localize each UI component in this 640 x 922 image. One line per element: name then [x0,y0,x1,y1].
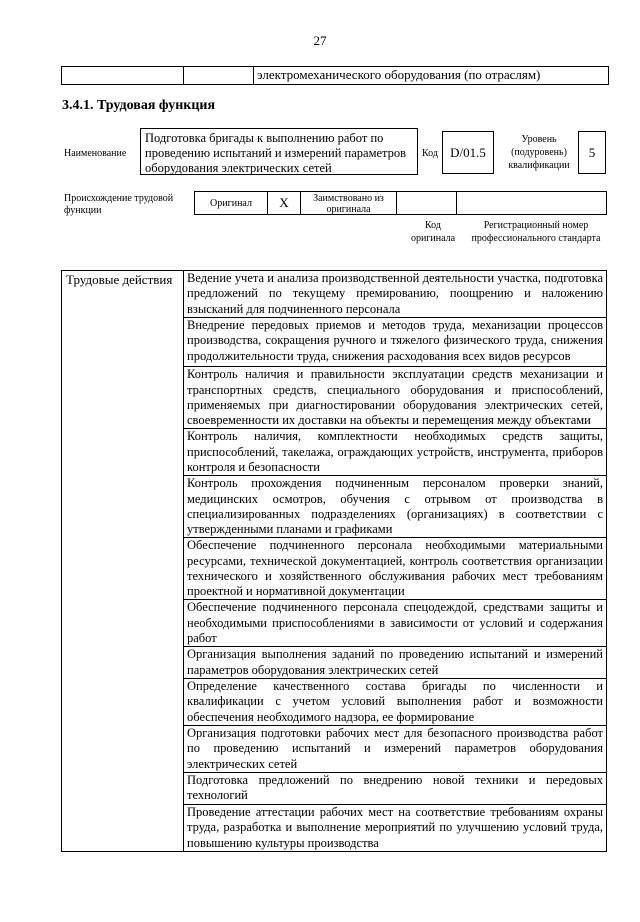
origin-label: Происхождение трудовой функции [64,193,174,216]
qualification-level: 5 [578,131,606,174]
list-item: Организация выполнения заданий по проведению испытаний и измерений параметров оборудования электрических сетей [184,647,606,679]
labor-actions-label: Трудовые действия [62,271,184,851]
original-code-cell [397,192,457,214]
page-number: 27 [313,33,327,48]
section-title: 3.4.1. Трудовая функция [62,98,216,113]
list-item: Контроль наличия и правильности эксплуатации средств механизации и транспортных средств, специального оборудования и приспособлений, применяемых при диагностировании оборудования электрических сетей, своевременности их доставки на объекты и перемещения между объектами [184,367,606,429]
labor-actions-list [184,271,606,851]
list-item: Определение качественного состава бригады по численности и квалификации с учетом условий выполнения работ и возможности обеспечения необходимого надзора, ее формирование [184,679,606,726]
list-item: Обеспечение подчиненного персонала необходимыми материальными ресурсами, технической документацией, контроль соответствия организации технического и хозяйственного обслуживания рабочих мест требованиям проектной и нормативной документации [184,538,606,600]
name-label: Наименование [64,148,127,159]
list-item: Внедрение передовых приемов и методов труда, механизации процессов производства, сокращения ручного и тяжелого физического труда, снижения продолжительности труда, снижения расходования всех видов ресурсов [184,318,606,367]
reg-number-cell [457,192,606,214]
function-code: D/01.5 [442,131,494,174]
original-mark: X [268,192,301,214]
list-item: Подготовка предложений по внедрению новой техники и передовых технологий [184,773,606,805]
row-text: электромеханического оборудования (по отраслям) [257,67,541,82]
list-item: Обеспечение подчиненного персонала спецодеждой, средствами защиты и необходимыми приспособлениями в зависимости от условий и содержания работ [184,600,606,647]
list-item: Организация подготовки рабочих мест для безопасного производства работ по проведению испытаний и измерений параметров оборудования электрических сетей [184,726,606,773]
empty-cell [184,67,254,84]
level-label: Уровень (подуровень) квалификации [508,134,570,171]
list-item: Контроль наличия, комплектности необходимых средств защиты, приспособлений, такелажа, ограждающих устройств, инструмента, приборов контроля и безопасности [184,429,606,476]
list-item: Проведение аттестации рабочих мест на соответствие требованиям охраны труда, разработка и выполнение мероприятий по улучшению условий труда, повышению культуры производства [187,804,603,850]
function-name: Подготовка бригады к выполнению работ по проведению испытаний и измерений параметров оборудования электрических сетей [140,128,418,175]
reg-number-label: Регистрационный номер профессионального стандарта [471,220,601,244]
origin-table [194,191,607,215]
previous-table-row [61,66,609,85]
original-label: Оригинал [195,192,268,214]
list-item: Ведение учета и анализа производственной деятельности участка, подготовка предложений по текущему премированию, поощрению и наложению взысканий для подчиненного персонала [184,271,606,318]
labor-actions-table [61,270,607,852]
list-item: Контроль прохождения подчиненным персоналом проверки знаний, медицинских осмотров, обучения с отрывом от производства в специализированных подразделениях (организациях) в соответствии с утвержденными планами и графиками [184,476,606,538]
code-original-label: Код оригинала [410,220,456,244]
borrowed-label: Заимствовано из оригинала [301,192,397,214]
code-label: Код [422,148,438,159]
empty-cell [62,67,184,84]
